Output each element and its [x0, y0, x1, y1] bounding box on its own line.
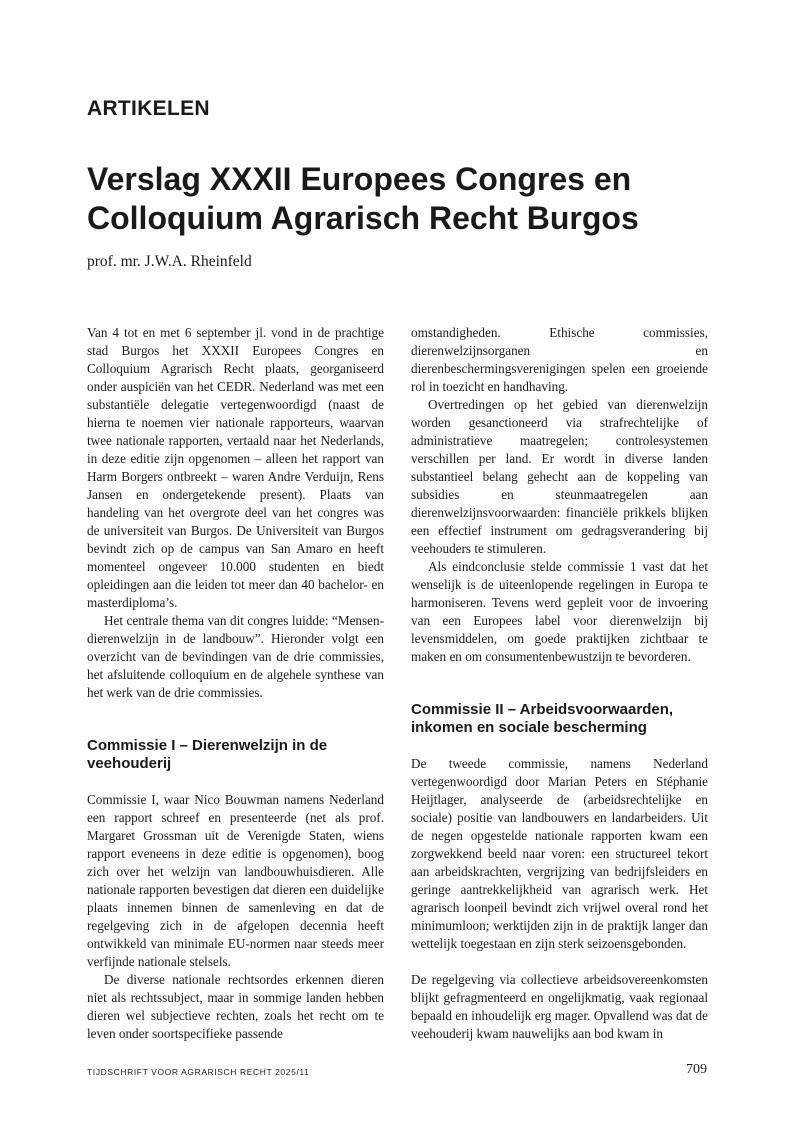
continuation-paragraph-2: Overtredingen op het gebied van dierenwelzijn worden gesanctioneerd via strafrechtelijke of administratieve maatregelen; controlesystemen verschillen per land. Er wordt in diverse landen substantieel belang gehecht aan de koppeling van subsidies en steunmaatregelen aan dierenwelzijnsvoorwaarden: financiële prikkels blijken een effectief instrument om gedragsverandering bij veehouders te stimuleren.: [411, 397, 708, 556]
commission-1-heading: Commissie I – Dierenwelzijn in de veehouderij: [87, 737, 328, 772]
continuation-paragraph-3: Als eindconclusie stelde commissie 1 vast dat het wenselijk is de uiteenlopende regelingen in Europa te harmoniseren. Tevens werd gepleit voor de invoering van een Europees label voor dierenwelzijn bij levensmiddelen, om goede praktijken zichtbaar te maken en om consumentenbewustzijn te bevorderen.: [411, 559, 708, 664]
commission-2-paragraph-2: De regelgeving via collectieve arbeidsovereenkomsten blijkt gefragmenteerd en ongelijkmatig, vaak regionaal bepaald en inhoudelijk erg mager. Opvallend was dat de veehouderij kwam nauwelijks aan bod kwam in: [411, 972, 708, 1041]
intro-paragraph-2: Het centrale thema van dit congres luidde: “Mensen-dierenwelzijn in de landbouw”. Hieronder volgt een overzicht van de bevindingen van de drie commissies, het afsluitende colloquium en de algehele synthese van het werk van de drie commissies.: [87, 613, 384, 700]
journal-footer: TIJDSCHRIFT VOOR AGRARISCH RECHT 2025/11: [87, 1067, 310, 1077]
page-number: 709: [686, 1062, 707, 1077]
left-column: [87, 324, 384, 1043]
commission-2-heading: Commissie II – Arbeidsvoorwaarden, inkomen en sociale bescherming: [411, 701, 674, 736]
commission-1-paragraph-1: Commissie I, waar Nico Bouwman namens Nederland een rapport schreef en presenteerde (net als prof. Margaret Grossman uit de Verenigde Staten, wiens rapport eveneens in deze editie is opgenomen), boog zich over het welzijn van landbouwhuisdieren. Alle nationale rapporten bevestigen dat dieren een duidelijke plaats innemen binnen de samenleving en dat de regelgeving zich in de afgelopen decennia heeft ontwikkeld van minimale EU-normen naar steeds meer verfijnde nationale stelsels.: [87, 792, 384, 969]
right-column: [411, 324, 708, 1043]
continuation-paragraph-1: omstandigheden. Ethische commissies, dierenwelzijnsorganen en dierenbeschermingsverenigingen spelen een groeiende rol in toezicht en handhaving.: [411, 325, 708, 394]
article-author: prof. mr. J.W.A. Rheinfeld: [87, 253, 252, 270]
intro-paragraph-1: Van 4 tot en met 6 september jl. vond in de prachtige stad Burgos het XXXII Europees Congres en Colloquium Agrarisch Recht plaats, georganiseerd onder auspiciën van het CEDR. Nederland was met een substantiële delegatie vertegenwoordigd (naast de hierna te noemen vier nationale rapporteurs, waarvan twee nationale rapporten, vertaald naar het Nederlands, in deze editie zijn opgenomen – alleen het rapport van Harm Borgers ontbreekt – waren Andre Verduijn, Rens Jansen en ondergetekende present). Plaats van handeling van het overgrote deel van het congres was de universiteit van Burgos. De Universiteit van Burgos bevindt zich op de campus van San Amaro en heeft momenteel ongeveer 10.000 studenten en biedt opleidingen aan die leiden tot meer dan 40 bachelor- en masterdiploma’s.: [87, 325, 384, 610]
commission-2-paragraph-1: De tweede commissie, namens Nederland vertegenwoordigd door Marian Peters en Stéphanie Heijtlager, analyseerde de (arbeidsrechtelijke en sociale) positie van landbouwers en landarbeiders. Uit de negen opgestelde nationale rapporten kwam een zorgwekkend beeld naar voren: een structureel tekort aan arbeidskrachten, vergrijzing van bedrijfsleiders en geringe aantrekkelijkheid van agrarisch werk. Het agrarisch loonpeil bevindt zich vrijwel overal rond het minimumloon; werktijden zijn in de praktijk langer dan wettelijk toegestaan en zijn sterk seizoensgebonden.: [411, 756, 708, 951]
commission-1-paragraph-2: De diverse nationale rechtsordes erkennen dieren niet als rechtssubject, maar in sommige landen hebben dieren wel subjectieve rechten, zoals het recht om te leven onder soortspecifieke passende: [87, 972, 384, 1041]
section-label: ARTIKELEN: [87, 97, 210, 120]
article-title: Verslag XXXII Europees Congres en Colloquium Agrarisch Recht Burgos: [87, 161, 639, 236]
